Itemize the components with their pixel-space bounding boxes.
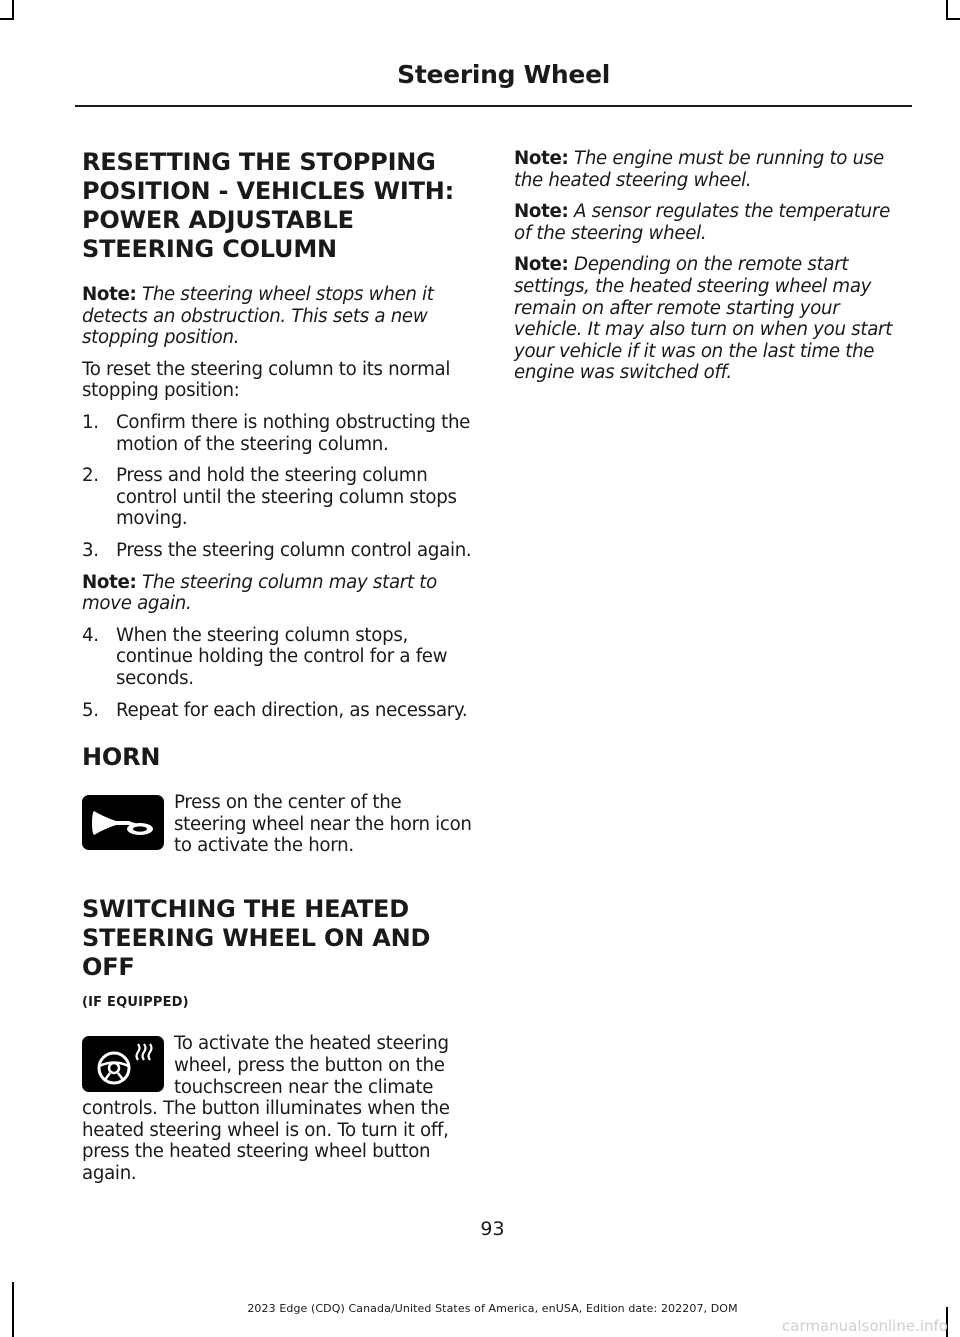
step-number: 3. [82,539,99,561]
note [82,572,477,615]
heading-line: STEERING COLUMN [82,235,337,263]
horn-text: Press on the center of the steering wheel near the horn icon to activate the horn. [174,792,472,857]
heading-line: POSITION - VEHICLES WITH: [82,177,455,205]
step-text: Press the steering column control again. [116,539,472,561]
page-header-title: Steering Wheel [397,60,610,89]
note-label: Note: [82,571,137,593]
crop-mark [0,18,14,20]
section-heading [82,148,477,264]
heading-line: STEERING WHEEL ON AND OFF [82,923,431,981]
list-item [82,412,477,455]
note [514,254,912,384]
horn-section [82,743,477,857]
header-rule [75,105,912,107]
crop-mark [946,0,948,20]
step-number: 1. [82,411,99,433]
heated-steering-wheel-section [82,895,477,1185]
note-text: Depending on the remote start settings, the heated steering wheel may remain on after remote starting your vehicle. It may also turn on when you start your vehicle if it was on the last time the engine was switched off. [514,254,893,384]
step-text: Confirm there is nothing obstructing the motion of the steering column. [116,411,471,455]
note-label: Note: [514,201,569,223]
list-item [82,465,477,530]
step-number: 4. [82,624,99,646]
left-column [82,148,477,1185]
note-text: The engine must be running to use the heated steering wheel. [514,148,884,191]
heated-steering-wheel-icon [82,1036,164,1092]
step-text: When the steering column stops, continue holding the control for a few seconds. [116,624,448,689]
heated-wheel-instruction [82,1033,477,1184]
crop-mark [12,0,14,20]
note-text: A sensor regulates the temperature of the steering wheel. [514,201,890,244]
steps-list [82,412,477,562]
note [514,201,912,244]
section-heading: HORN [82,743,161,772]
note-label: Note: [82,284,137,305]
intro-paragraph: To reset the steering column to its normal stopping position: [82,358,451,402]
list-item [82,625,477,690]
step-number: 2. [82,465,99,487]
crop-mark [946,18,960,20]
heading-line: SWITCHING THE HEATED [82,894,409,923]
heading-line: RESETTING THE STOPPING [82,148,436,176]
list-item [82,700,477,722]
step-text: Repeat for each direction, as necessary. [116,699,468,721]
heated-wheel-text: To activate the heated steering wheel, press the button on the touchscreen near the climate controls. The button illuminates when the heated steering wheel is on. To turn it off, press the heated steering wheel button again. [82,1033,450,1185]
if-equipped-label: (IF EQUIPPED) [82,994,189,1010]
horn-icon-graphic [88,803,158,843]
heated-steering-wheel-icon-graphic [88,1040,158,1088]
step-number: 5. [82,699,99,721]
section-heading [82,895,477,982]
note-text: The steering column may start to move again. [82,571,437,615]
list-item [82,540,477,562]
note-text: The steering wheel stops when it detects an obstruction. This sets a new stopping position. [82,284,434,349]
watermark: carmanualsonline.info [782,1317,948,1335]
horn-icon [82,795,164,850]
note-label: Note: [514,148,569,169]
step-text: Press and hold the steering column control until the steering column stops moving. [116,465,457,530]
note-label: Note: [514,254,569,276]
heading-line: POWER ADJUSTABLE [82,206,354,234]
reset-stopping-position-section [82,148,477,721]
steps-list [82,625,477,721]
page-number: 93 [480,1218,505,1240]
note [82,284,477,349]
note [514,148,912,191]
horn-instruction [82,792,477,857]
footer-edition-info: 2023 Edge (CDQ) Canada/United States of America, enUSA, Edition date: 202207, DOM [247,1302,738,1315]
right-column [514,148,912,394]
